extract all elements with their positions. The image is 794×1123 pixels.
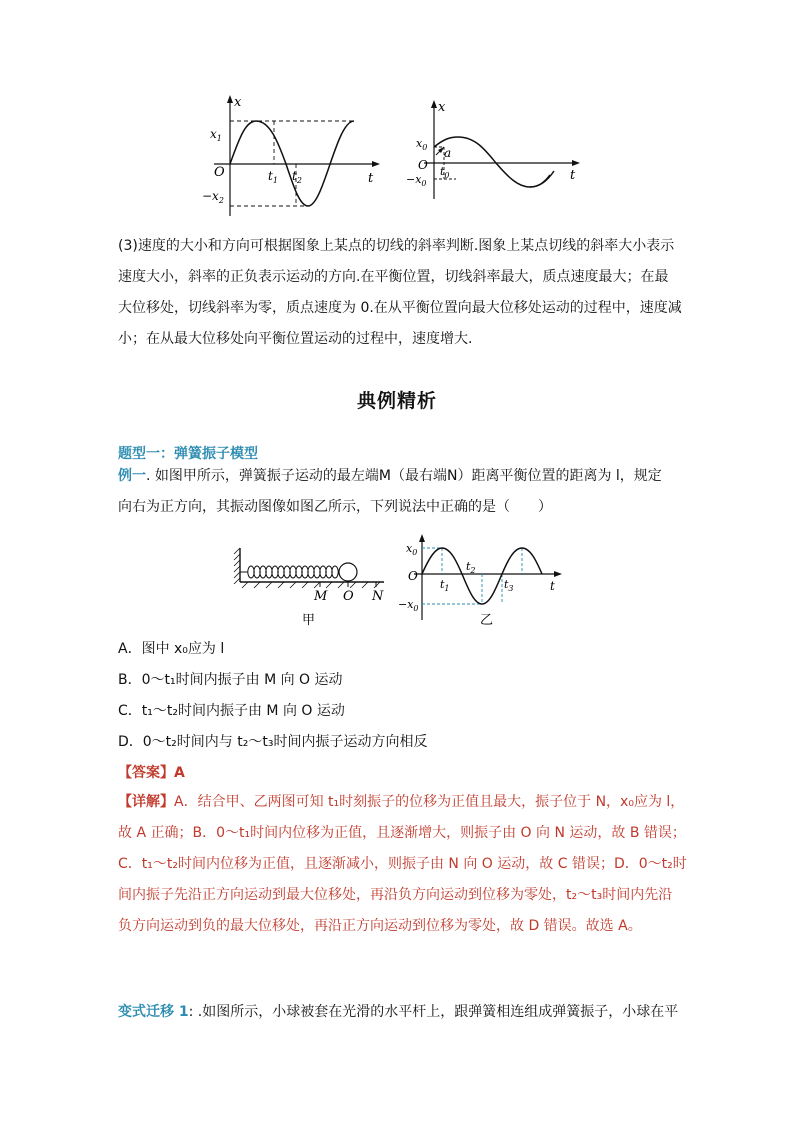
- t1-label: $t_1$: [268, 169, 278, 185]
- x1-label: $x_1$: [210, 127, 222, 143]
- option-d: D．0～t₂时间内与 t₂～t₃时间内振子运动方向相反: [118, 734, 428, 750]
- spring-oscillator-figure: [226, 540, 396, 630]
- t1-label: $t_1$: [440, 578, 450, 593]
- variant-question: [118, 997, 678, 1028]
- t-axis-label: t: [550, 579, 555, 593]
- option-c: C．t₁～t₂时间内振子由 M 向 O 运动: [118, 703, 345, 719]
- x-axis-label: x: [438, 100, 446, 115]
- x-axis-label: x: [234, 95, 242, 110]
- type-label: 题型一：弹簧振子模型: [118, 446, 258, 462]
- text-line: 小；在从最大位移处向平衡位置运动的过程中，速度增大.: [118, 331, 473, 347]
- variant-label: 变式迁移 1: [118, 1004, 189, 1020]
- detail-explanation: [118, 787, 687, 942]
- figure-caption-yi: 乙: [480, 613, 494, 628]
- displacement-graph-left: [196, 90, 386, 220]
- t3-label: $t_3$: [504, 578, 514, 593]
- section-title: 典例精析: [356, 390, 437, 412]
- neg-x0-label: $-x_0$: [406, 173, 427, 188]
- answer: [118, 762, 185, 782]
- figure-caption-jia: 甲: [302, 613, 316, 628]
- detail-label: 【详解】: [118, 794, 174, 810]
- detail-line: 间内振子先沿正方向运动到最大位移处，再沿负方向运动到位移为零处，t₂～t₃时间内先沿: [118, 887, 673, 903]
- t-axis-label: t: [368, 171, 374, 186]
- point-m-label: M: [314, 589, 328, 604]
- option-a: A．图中 x₀应为 l: [118, 641, 225, 657]
- point-o-label: O: [343, 589, 354, 604]
- x0-label: $x_0$: [416, 137, 428, 152]
- detail-line: 故 A 正确；B．0～t₁时间内位移为正值，且逐渐增大，则振子由 O 向 N 运动，故 B 错误；: [118, 825, 686, 841]
- neg-x0-label: $-x_0$: [398, 598, 419, 613]
- point-n-label: N: [372, 589, 384, 604]
- example-line-2: 向右为正方向，其振动图像如图乙所示，下列说法中正确的是（ ）: [118, 499, 552, 515]
- option-b: B．0～t₁时间内振子由 M 向 O 运动: [118, 672, 343, 688]
- example-question: [118, 461, 678, 523]
- origin-label: O: [408, 569, 418, 583]
- detail-line: A．结合甲、乙两图可知 t₁时刻振子的位移为正值且最大，振子位于 N，x₀应为 l，: [174, 794, 685, 810]
- x0-label: $x_0$: [406, 542, 418, 557]
- t2-label: $t_2$: [466, 560, 476, 575]
- text-line: 大位移处，切线斜率为零，质点速度为 0.在从平衡位置向最大位移处运动的过程中，速度减: [118, 300, 682, 316]
- example-label: 例一: [118, 468, 146, 484]
- t2-label: $t_2$: [292, 169, 302, 185]
- answer-value: A: [174, 765, 185, 781]
- vibration-graph-yi: [396, 532, 566, 632]
- example-line-1: . 如图甲所示，弹簧振子运动的最左端M（最右端N）距离平衡位置的距离为 l，规定: [146, 468, 662, 484]
- origin-label: O: [418, 158, 428, 172]
- displacement-graph-right: [404, 95, 594, 205]
- origin-label: O: [214, 165, 225, 180]
- answer-label: 【答案】: [118, 765, 174, 781]
- paragraph-3: [118, 231, 682, 355]
- a-label: a: [444, 146, 452, 160]
- detail-line: C．t₁～t₂时间内位移为正值，且逐渐减小，则振子由 N 向 O 运动，故 C 错误；D．0～t₂时: [118, 856, 687, 872]
- text-line: (3)速度的大小和方向可根据图象上某点的切线的斜率判断.图象上某点切线的斜率大小表示: [118, 238, 675, 254]
- t0-label: $t_0$: [440, 165, 450, 180]
- t-axis-label: t: [570, 168, 576, 183]
- text-line: 速度大小，斜率的正负表示运动的方向.在平衡位置，切线斜率最大，质点速度最大；在最: [118, 269, 669, 285]
- neg-x2-label: $-x_2$: [202, 189, 224, 205]
- detail-line: 负方向运动到负的最大位移处，再沿正方向运动到位移为零处，故 D 错误。故选 A。: [118, 918, 642, 934]
- variant-text: : .如图所示，小球被套在光滑的水平杆上，跟弹簧相连组成弹簧振子，小球在平: [188, 1004, 679, 1020]
